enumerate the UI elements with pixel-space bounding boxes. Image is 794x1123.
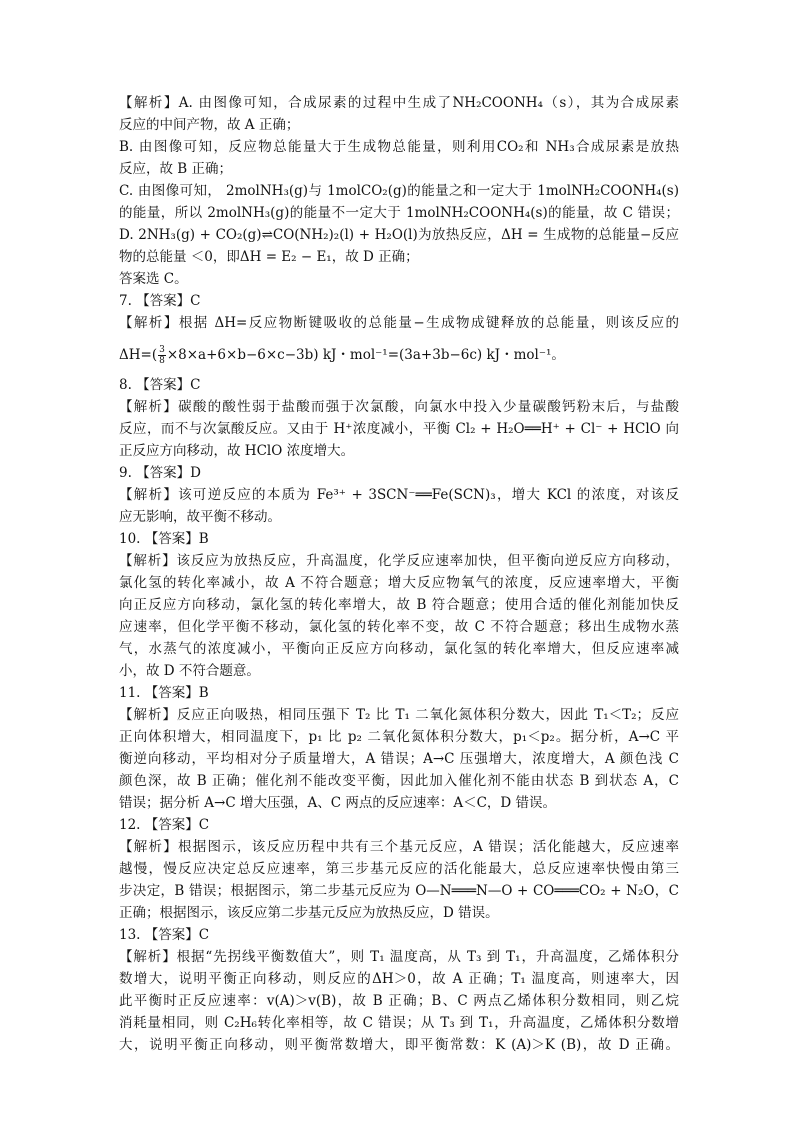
text-line: 应速率，但化学平衡不移动，氯化氢的转化率不变，故 C 不符合题意；移出生成物水蒸 [119, 619, 679, 635]
text-line: 【解析】该反应为放热反应，升高温度，化学反应速率加快，但平衡向逆反应方向移动， [119, 553, 679, 569]
text-line: 大，说明平衡正向移动，则平衡常数增大，即平衡常数：K (A)＞K (B)，故 D 正确。 [119, 1037, 679, 1053]
text-line: 9. 【答案】D [119, 465, 201, 481]
text-line: 【解析】根据图示，该反应历程中共有三个基元反应，A 错误；活化能越大，反应速率 [119, 839, 679, 855]
text-line: 【解析】根据“先拐线平衡数值大”，则 T₁ 温度高，从 T₃ 到 T₁，升高温度，乙烯体积分 [119, 949, 679, 965]
formula-prefix: ΔH=( [119, 347, 158, 363]
text-line: 10. 【答案】B [119, 531, 209, 547]
fraction [158, 345, 166, 366]
formula-suffix: ×8×a+6×b−6×c−3b) kJ・mol⁻¹=(3a+3b−6c) kJ・mol⁻¹。 [166, 347, 565, 363]
text-line: 反应，而不与次氯酸反应。又由于 H⁺浓度减小，平衡 Cl₂ + H₂O══H⁺ + Cl⁻ + HClO 向 [119, 421, 679, 437]
text-line: 气，水蒸气的浓度减小，平衡向正反应方向移动，氯化氢的转化率增大，但反应速率减 [119, 641, 679, 657]
text-line: 反应的中间产物，故 A 正确； [119, 117, 300, 133]
text-line: 数增大，说明平衡正向移动，则反应的ΔH＞0，故 A 正确；T₁ 温度高，则速率大，因 [119, 971, 679, 987]
text-line: 正确；根据图示，该反应第二步基元反应为放热反应，D 错误。 [119, 905, 499, 921]
text-line: 物的总能量 ＜0，即ΔH = E₂ − E₁，故 D 正确； [119, 249, 419, 265]
text-line: 12. 【答案】C [119, 817, 210, 833]
text-line: 向正反应方向移动，氯化氢的转化率增大，故 B 符合题意；使用合适的催化剂能加快反 [119, 597, 679, 613]
text-line: 【解析】该可逆反应的本质为 Fe³⁺ + 3SCN⁻══Fe(SCN)₃，增大 KCl 的浓度，对该反 [119, 487, 679, 503]
text-line: 7. 【答案】C [119, 293, 201, 309]
text-line: 颜色深，故 B 正确；催化剂不能改变平衡，因此加入催化剂不能由状态 B 到状态 A，C [119, 773, 679, 789]
fraction-denominator: 8 [159, 356, 165, 366]
text-line: 【解析】根据 ΔH=反应物断键吸收的总能量−生成物成键释放的总能量，则该反应的 [119, 315, 679, 331]
text-line: 答案选 C。 [119, 271, 188, 287]
text-line: 13. 【答案】C [119, 927, 210, 943]
text-line: 正反应方向移动，故 HClO 浓度增大。 [119, 443, 355, 459]
text-line: 的能量，所以 2molNH₃(g)的能量不一定大于 1molNH₂COONH₄(s)的能量，故 C 错误； [119, 205, 679, 221]
text-line: 【解析】反应正向吸热，相同压强下 T₂ 比 T₁ 二氧化氮体积分数大，因此 T₁＜T₂；反应 [119, 707, 679, 723]
text-line: 氯化氢的转化率减小，故 A 不符合题意；增大反应物氧气的浓度，反应速率增大，平衡 [119, 575, 679, 591]
text-line: 【解析】A. 由图像可知，合成尿素的过程中生成了NH₂COONH₄（s），其为合成尿素 [119, 95, 679, 111]
text-line: 8. 【答案】C [119, 377, 201, 393]
text-line: 11. 【答案】B [119, 685, 209, 701]
text-line: B. 由图像可知，反应物总能量大于生成物总能量，则利用CO₂和 NH₃合成尿素是放热 [119, 139, 679, 155]
text-line: 正向体积增大，相同温度下，p₁ 比 p₂ 二氧化氮体积分数大，p₁＜p₂。据分析，A→C 平 [119, 729, 679, 745]
text-line: 衡逆向移动，平均相对分子质量增大，A 错误；A→C 压强增大，浓度增大，A 颜色浅 C [119, 751, 679, 767]
text-line [119, 338, 679, 372]
text-line: 消耗量相同，则 C₂H₆转化率相等，故 C 错误；从 T₃ 到 T₁，升高温度，乙烯体积分数增 [119, 1015, 679, 1031]
fraction-numerator: 3 [159, 345, 165, 355]
document-page [119, 92, 679, 1056]
text-line: 小，故 D 不符合题意。 [119, 663, 260, 679]
text-line: 【解析】碳酸的酸性弱于盐酸而强于次氯酸，向氯水中投入少量碳酸钙粉末后，与盐酸 [119, 399, 679, 415]
text-line: C. 由图像可知， 2molNH₃(g)与 1molCO₂(g)的能量之和一定大于 1molNH₂COONH₄(s) [119, 183, 679, 199]
text-line: 步决定，B 错误；根据图示，第二步基元反应为 O—N═══N—O + CO═══CO₂ + N₂O，C [119, 883, 679, 899]
text-line: 应无影响，故平衡不移动。 [119, 509, 281, 525]
text-line: D. 2NH₃(g) + CO₂(g)⇌CO(NH₂)₂(l) + H₂O(l)为放热反应，ΔH = 生成物的总能量−反应 [119, 227, 679, 243]
text-line: 越慢，慢反应决定总反应速率，第三步基元反应的活化能最大，总反应速率快慢由第三 [119, 861, 679, 877]
text-line: 反应，故 B 正确； [119, 161, 233, 177]
text-line: 此平衡时正反应速率：v(A)＞v(B)，故 B 正确；B、C 两点乙烯体积分数相同，则乙烷 [119, 993, 679, 1009]
text-line: 错误；据分析 A→C 增大压强，A、C 两点的反应速率：A＜C，D 错误。 [119, 795, 557, 811]
